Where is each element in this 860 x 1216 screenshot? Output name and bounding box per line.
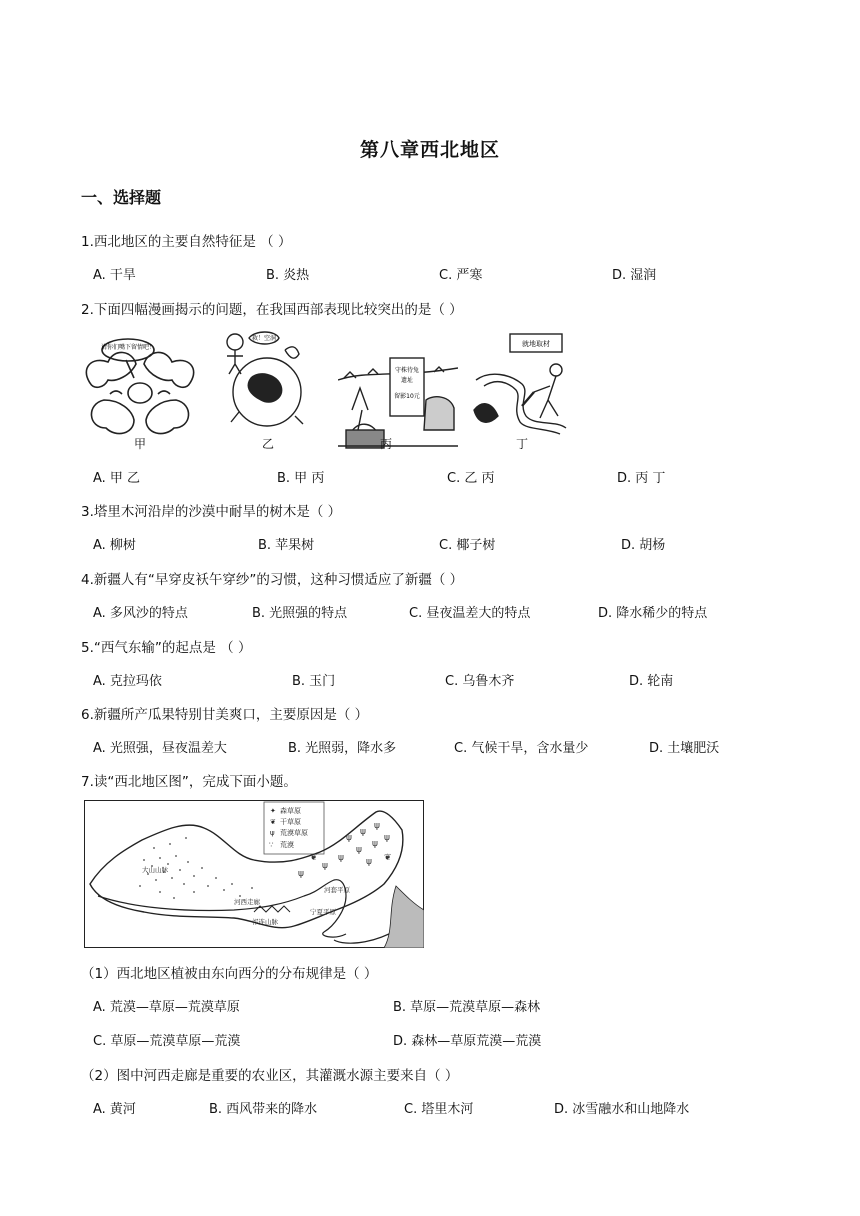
cartoon-jia-speech: 请你们嘴下留情吧！ <box>100 344 156 351</box>
map-label-qilian-mountains: 祁连山脉 <box>252 918 278 926</box>
question-1-stem: 1.西北地区的主要自然特征是 （ ） <box>81 234 292 250</box>
sub2-option-b[interactable]: B. 西风带来的降水 <box>209 1102 318 1117</box>
legend-item-1: 森草原 <box>280 807 301 815</box>
svg-text:✦: ✦ <box>270 807 276 815</box>
cartoon-label-yi: 乙 <box>262 437 275 451</box>
question-2-stem: 2.下面四幅漫画揭示的问题，在我国西部表现比较突出的是（ ） <box>81 302 463 318</box>
q4-option-c[interactable]: C. 昼夜温差大的特点 <box>409 606 531 621</box>
svg-text:❦: ❦ <box>270 818 276 826</box>
cartoon-label-jia: 甲 <box>134 437 147 451</box>
cartoon-bing-sign: 守株待兔遗址留影10元 <box>394 367 420 400</box>
q3-option-a[interactable]: A. 柳树 <box>93 538 136 553</box>
question-4-stem: 4.新疆人有“早穿皮袄午穿纱”的习惯，这种习惯适应了新疆（ ） <box>81 572 464 588</box>
q1-option-b[interactable]: B. 炎热 <box>266 268 310 283</box>
q5-option-a[interactable]: A. 克拉玛依 <box>93 674 162 689</box>
map-label-mountains: 大山山脉 <box>142 866 168 874</box>
svg-text:ψ: ψ <box>366 857 372 867</box>
svg-text:❦: ❦ <box>384 853 392 863</box>
northwest-region-map <box>84 800 424 948</box>
legend-item-4: 荒漠 <box>280 841 294 849</box>
question-3-stem: 3.塔里木河沿岸的沙漠中耐旱的树木是（ ） <box>81 504 342 520</box>
q6-option-b[interactable]: B. 光照弱，降水多 <box>288 741 397 756</box>
cartoon-label-ding: 丁 <box>516 437 529 451</box>
map-label-hexi-corridor: 河西走廊 <box>234 898 260 906</box>
q6-option-d[interactable]: D. 土壤肥沃 <box>649 741 720 756</box>
q1-option-d[interactable]: D. 湿润 <box>612 268 657 283</box>
sub2-option-d[interactable]: D. 冰雪融水和山地降水 <box>554 1102 690 1117</box>
q6-option-c[interactable]: C. 气候干旱，含水量少 <box>454 741 589 756</box>
subquestion-2-stem: （2）图中河西走廊是重要的农业区，其灌溉水源主要来自（ ） <box>81 1068 459 1084</box>
cartoon-figure <box>80 330 580 455</box>
q2-option-a[interactable]: A. 甲 乙 <box>93 471 141 486</box>
svg-text:ψ: ψ <box>322 861 328 871</box>
legend-item-2: 干草原 <box>280 818 301 826</box>
legend-item-3: 荒漠草原 <box>280 829 308 837</box>
q4-option-a[interactable]: A. 多风沙的特点 <box>93 606 188 621</box>
question-6-stem: 6.新疆所产瓜果特别甘美爽口，主要原因是（ ） <box>81 707 369 723</box>
svg-text:ψ: ψ <box>298 869 304 879</box>
q1-option-a[interactable]: A. 干旱 <box>93 268 136 283</box>
q5-option-b[interactable]: B. 玉门 <box>292 674 336 689</box>
svg-text:ψ: ψ <box>270 829 275 837</box>
map-label-ningxia-plain: 宁夏平原 <box>310 908 336 916</box>
cartoon-label-bing: 丙 <box>380 437 393 451</box>
svg-text:❦: ❦ <box>310 853 318 863</box>
svg-text:ψ: ψ <box>374 821 380 831</box>
cartoon-bing-image <box>338 350 458 450</box>
q2-option-c[interactable]: C. 乙 丙 <box>447 471 495 486</box>
q3-option-c[interactable]: C. 椰子树 <box>439 538 496 553</box>
section-heading: 一、选择题 <box>81 188 162 207</box>
cartoon-ding-image <box>470 330 580 435</box>
svg-text:ψ: ψ <box>360 827 366 837</box>
cartoon-yi-speech: 救！空洞 <box>251 335 277 342</box>
sub2-option-c[interactable]: C. 塔里木河 <box>404 1102 474 1117</box>
q4-option-d[interactable]: D. 降水稀少的特点 <box>598 606 708 621</box>
svg-text:ψ: ψ <box>338 853 344 863</box>
page-title: 第八章西北地区 <box>359 139 500 161</box>
svg-text:ψ: ψ <box>372 839 378 849</box>
q3-option-b[interactable]: B. 苹果树 <box>258 538 315 553</box>
cartoon-ding-sign: 就地取材 <box>522 340 550 348</box>
q4-option-b[interactable]: B. 光照强的特点 <box>252 606 348 621</box>
q2-option-b[interactable]: B. 甲 丙 <box>277 471 325 486</box>
sub1-option-d[interactable]: D. 森林—草原荒漠—荒漠 <box>393 1034 542 1049</box>
q2-option-d[interactable]: D. 丙 丁 <box>617 471 666 486</box>
svg-text:∵: ∵ <box>269 841 274 849</box>
svg-text:ψ: ψ <box>384 833 390 843</box>
sub2-option-a[interactable]: A. 黄河 <box>93 1102 136 1117</box>
question-7-stem: 7.读“西北地区图”，完成下面小题。 <box>81 774 297 790</box>
question-5-stem: 5.“西气东输”的起点是 （ ） <box>81 640 252 656</box>
q5-option-c[interactable]: C. 乌鲁木齐 <box>445 674 515 689</box>
q6-option-a[interactable]: A. 光照强，昼夜温差大 <box>93 741 227 756</box>
q5-option-d[interactable]: D. 轮南 <box>629 674 674 689</box>
svg-text:ψ: ψ <box>356 845 362 855</box>
cartoon-jia-image <box>80 338 200 438</box>
sub1-option-a[interactable]: A. 荒漠—草原—荒漠草原 <box>93 1000 240 1015</box>
q1-option-c[interactable]: C. 严寒 <box>439 268 483 283</box>
sub1-option-c[interactable]: C. 草原—荒漠草原—荒漠 <box>93 1034 241 1049</box>
subquestion-1-stem: （1）西北地区植被由东向西分的分布规律是（ ） <box>81 966 378 982</box>
cartoon-yi-image <box>215 330 315 435</box>
map-label-hetao-plain: 河套平原 <box>324 886 350 894</box>
svg-text:ψ: ψ <box>346 833 352 843</box>
sub1-option-b[interactable]: B. 草原—荒漠草原—森林 <box>393 1000 541 1015</box>
q3-option-d[interactable]: D. 胡杨 <box>621 538 666 553</box>
